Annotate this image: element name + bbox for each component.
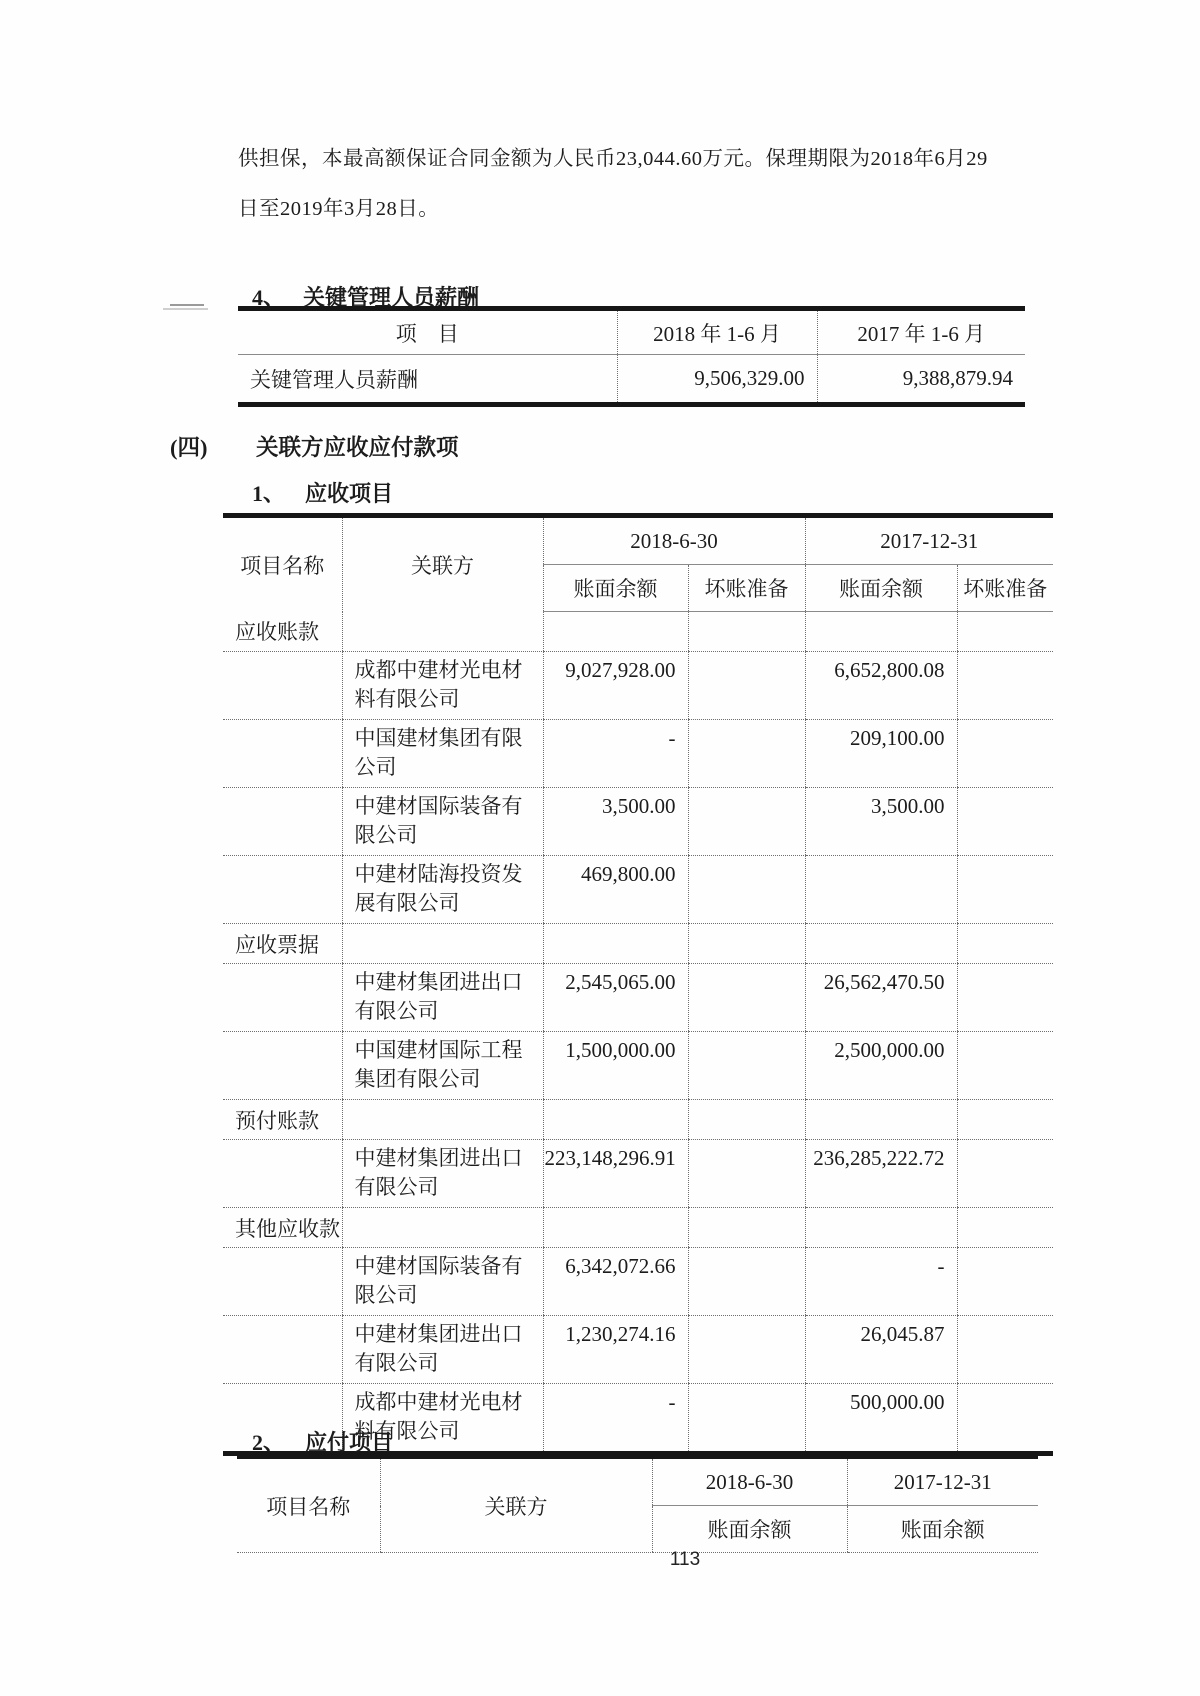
bad-debt-2018-cell <box>688 1140 805 1208</box>
party-cell <box>342 612 543 652</box>
section-four-heading <box>170 430 459 462</box>
receivables-title: 应收项目 <box>305 481 394 506</box>
party-cell <box>342 1100 543 1140</box>
bad-debt-2018-cell <box>688 1248 805 1316</box>
subheader-balance-2018: 账面余额 <box>652 1506 847 1553</box>
balance-2017-cell: 6,652,800.08 <box>805 652 957 720</box>
item-cell <box>223 1248 342 1316</box>
bad-debt-2018-cell <box>688 1384 805 1454</box>
balance-2017-cell: - <box>805 1248 957 1316</box>
balance-2018-cell: 3,500.00 <box>543 788 688 856</box>
balance-2017-cell: 26,562,470.50 <box>805 964 957 1032</box>
balance-2018-cell: 1,500,000.00 <box>543 1032 688 1100</box>
bad-debt-2017-cell <box>957 788 1053 856</box>
party-cell: 中建材集团进出口有限公司 <box>342 964 543 1032</box>
section4-number: 4、 <box>252 285 286 310</box>
item-cell <box>223 652 342 720</box>
header-item-cell: 项 目 <box>238 309 617 355</box>
balance-2018-cell: 6,342,072.66 <box>543 1248 688 1316</box>
receivables-header-row-1 <box>223 516 1053 565</box>
party-cell <box>342 924 543 964</box>
subheader-baddebt-2018: 坏账准备 <box>688 565 805 612</box>
receivable-item-row <box>223 964 1053 1032</box>
bad-debt-2017-cell <box>957 856 1053 924</box>
receivable-category-row <box>223 924 1053 964</box>
bad-debt-2017-cell <box>957 1208 1053 1248</box>
header-2018-cell: 2018 年 1-6 月 <box>617 309 817 355</box>
bad-debt-2017-cell <box>957 720 1053 788</box>
bad-debt-2018-cell <box>688 856 805 924</box>
balance-2017-cell: 500,000.00 <box>805 1384 957 1454</box>
header-item-cell: 项目名称 <box>237 1457 380 1553</box>
category-cell: 预付账款 <box>223 1100 342 1140</box>
item-cell <box>223 964 342 1032</box>
bad-debt-2018-cell <box>688 1208 805 1248</box>
balance-2018-cell: 469,800.00 <box>543 856 688 924</box>
bad-debt-2018-cell <box>688 1100 805 1140</box>
balance-2017-cell: 26,045.87 <box>805 1316 957 1384</box>
receivable-item-row <box>223 856 1053 924</box>
receivables-heading <box>252 477 393 508</box>
balance-2017-cell: 3,500.00 <box>805 788 957 856</box>
balance-2018-cell: 2,545,065.00 <box>543 964 688 1032</box>
bad-debt-2017-cell <box>957 1384 1053 1454</box>
balance-2018-cell: 223,148,296.91 <box>543 1140 688 1208</box>
party-cell: 中建材集团进出口有限公司 <box>342 1316 543 1384</box>
balance-2018-cell <box>543 612 688 652</box>
margin-mark-shadow <box>163 308 208 310</box>
bad-debt-2017-cell <box>957 612 1053 652</box>
header-date-2017-cell: 2017-12-31 <box>805 516 1053 565</box>
page-number: 113 <box>669 1549 701 1570</box>
party-cell: 中建材国际装备有限公司 <box>342 788 543 856</box>
balance-2018-cell: - <box>543 720 688 788</box>
bad-debt-2018-cell <box>688 788 805 856</box>
item-cell <box>223 856 342 924</box>
bad-debt-2017-cell <box>957 1316 1053 1384</box>
bad-debt-2018-cell <box>688 652 805 720</box>
item-cell <box>223 1140 342 1208</box>
bad-debt-2017-cell <box>957 964 1053 1032</box>
subheader-balance-2017: 账面余额 <box>847 1506 1038 1553</box>
header-item-cell: 项目名称 <box>240 553 325 578</box>
party-cell: 中建材集团进出口有限公司 <box>342 1140 543 1208</box>
value-2017-cell: 9,388,879.94 <box>817 355 1025 405</box>
section-four-number: (四) <box>170 435 208 460</box>
intro-line-1: 供担保，本最高额保证合同金额为人民币23,044.60万元。保理期限为2018年6月29 <box>238 148 988 170</box>
party-cell: 成都中建材光电材料有限公司 <box>342 1384 543 1454</box>
balance-2017-cell <box>805 924 957 964</box>
receivable-item-row <box>223 1032 1053 1100</box>
header-date-2017-cell: 2017-12-31 <box>847 1457 1038 1506</box>
header-2017-cell: 2017 年 1-6 月 <box>817 309 1025 355</box>
balance-2018-cell: - <box>543 1384 688 1454</box>
bad-debt-2018-cell <box>688 964 805 1032</box>
compensation-data-row <box>238 355 1025 405</box>
row-label-cell: 关键管理人员薪酬 <box>250 367 418 392</box>
bad-debt-2018-cell <box>688 924 805 964</box>
bad-debt-2018-cell <box>688 1316 805 1384</box>
header-party-cell: 关联方 <box>380 1457 652 1553</box>
bad-debt-2018-cell <box>688 1032 805 1100</box>
balance-2017-cell: 236,285,222.72 <box>805 1140 957 1208</box>
section-four-title: 关联方应收应付款项 <box>256 435 459 460</box>
party-cell: 成都中建材光电材料有限公司 <box>342 652 543 720</box>
payables-header-row-1 <box>237 1457 1038 1506</box>
margin-mark <box>170 304 204 306</box>
payables-table <box>237 1454 1038 1553</box>
receivable-category-row <box>223 1100 1053 1140</box>
compensation-table <box>238 306 1025 407</box>
party-cell: 中国建材集团有限公司 <box>342 720 543 788</box>
receivable-item-row <box>223 1248 1053 1316</box>
balance-2017-cell <box>805 1208 957 1248</box>
subheader-balance-2017: 账面余额 <box>805 565 957 612</box>
header-date-2018-cell: 2018-6-30 <box>652 1457 847 1506</box>
receivable-item-row <box>223 652 1053 720</box>
intro-line-2: 日至2019年3月28日。 <box>238 198 440 220</box>
party-cell: 中建材国际装备有限公司 <box>342 1248 543 1316</box>
bad-debt-2017-cell <box>957 1140 1053 1208</box>
bad-debt-2017-cell <box>957 1032 1053 1100</box>
balance-2017-cell: 209,100.00 <box>805 720 957 788</box>
receivable-category-row <box>223 1208 1053 1248</box>
balance-2017-cell: 2,500,000.00 <box>805 1032 957 1100</box>
balance-2018-cell: 1,230,274.16 <box>543 1316 688 1384</box>
party-cell: 中建材陆海投资发展有限公司 <box>342 856 543 924</box>
header-party-cell: 关联方 <box>342 516 543 612</box>
payables-heading <box>252 1426 393 1457</box>
balance-2017-cell <box>805 856 957 924</box>
balance-2018-cell <box>543 1208 688 1248</box>
receivables-table <box>223 513 1053 1456</box>
bad-debt-2017-cell <box>957 924 1053 964</box>
payables-number: 2、 <box>252 1430 286 1455</box>
receivable-item-row <box>223 788 1053 856</box>
header-date-2018-cell: 2018-6-30 <box>543 516 805 565</box>
bad-debt-2018-cell <box>688 612 805 652</box>
subheader-baddebt-2017: 坏账准备 <box>957 565 1053 612</box>
item-cell <box>223 1032 342 1100</box>
receivable-category-row <box>223 612 1053 652</box>
bad-debt-2017-cell <box>957 1248 1053 1316</box>
section4-title: 关键管理人员薪酬 <box>303 285 480 310</box>
bad-debt-2018-cell <box>688 720 805 788</box>
receivable-item-row <box>223 720 1053 788</box>
balance-2017-cell <box>805 1100 957 1140</box>
receivable-item-row <box>223 1316 1053 1384</box>
intro-paragraph <box>238 144 1018 244</box>
payables-title: 应付项目 <box>305 1430 394 1455</box>
balance-2018-cell: 9,027,928.00 <box>543 652 688 720</box>
balance-2018-cell <box>543 1100 688 1140</box>
bad-debt-2017-cell <box>957 1100 1053 1140</box>
category-cell: 其他应收款 <box>223 1208 342 1248</box>
category-cell: 应收账款 <box>223 612 342 652</box>
value-2018-cell: 9,506,329.00 <box>617 355 817 405</box>
balance-2018-cell <box>543 924 688 964</box>
party-cell <box>342 1208 543 1248</box>
receivables-number: 1、 <box>252 481 286 506</box>
subheader-balance-2018: 账面余额 <box>543 565 688 612</box>
item-cell <box>223 1316 342 1384</box>
balance-2017-cell <box>805 612 957 652</box>
compensation-header-row <box>238 309 1025 355</box>
receivable-item-row <box>223 1140 1053 1208</box>
bad-debt-2017-cell <box>957 652 1053 720</box>
party-cell: 中国建材国际工程集团有限公司 <box>342 1032 543 1100</box>
item-cell <box>223 788 342 856</box>
item-cell <box>223 720 342 788</box>
category-cell: 应收票据 <box>223 924 342 964</box>
